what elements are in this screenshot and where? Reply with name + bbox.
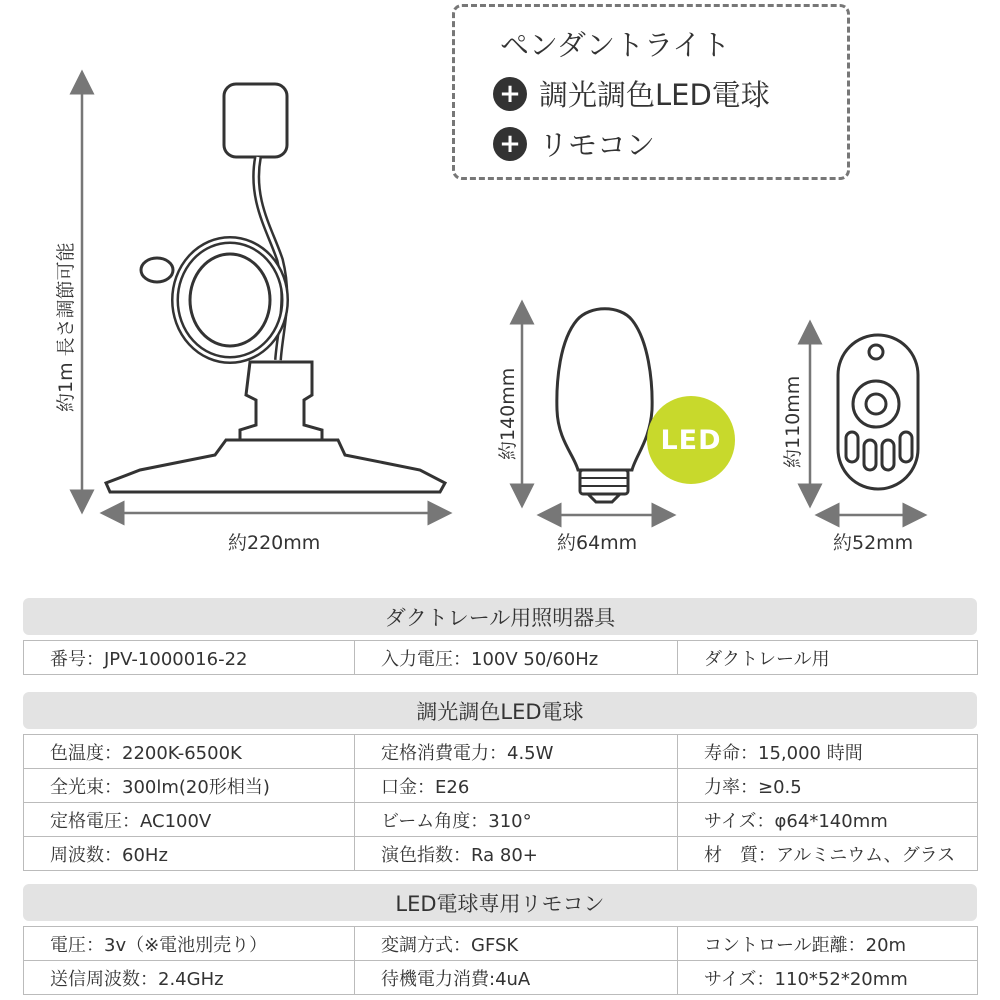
section-header-fixture: ダクトレール用照明器具 [23,598,977,635]
spec-cell: 入力電圧：100V 50/60Hz [355,641,678,675]
spec-cell: 変調方式：GFSK [355,927,678,961]
spec-cell: サイズ：φ64*140mm [678,803,978,837]
led-badge: LED [647,396,735,484]
spec-cell: 色温度：2200K-6500K [24,735,355,769]
contents-title: ペンダントライト [500,28,731,62]
spec-cell: 材 質：アルミニウム、グラス [678,837,978,871]
spec-cell: 寿命：15,000 時間 [678,735,978,769]
spec-cell: 定格電圧：AC100V [24,803,355,837]
spec-cell: コントロール距離：20m [678,927,978,961]
spec-cell: 全光束：300lm(20形相当) [24,769,355,803]
table-row [24,961,978,995]
remote-width-label: 約52mm [833,532,914,554]
spec-table-remote [23,926,978,995]
plus-icon: + [493,127,527,161]
spec-cell: 口金：E26 [355,769,678,803]
section-header-bulb: 調光調色LED電球 [23,692,977,729]
table-row [24,641,978,675]
pendant-width-label: 約220mm [228,532,321,554]
spec-cell: 力率：≥0.5 [678,769,978,803]
spec-cell: 送信周波数：2.4GHz [24,961,355,995]
remote-drawing [838,335,918,489]
spec-cell: 電圧：3v（※電池別売り） [24,927,355,961]
pendant-light-drawing [106,84,445,492]
spec-cell: 番号：JPV-1000016-22 [24,641,355,675]
spec-table-bulb [23,734,978,871]
table-row [24,735,978,769]
spec-cell: 待機電力消費:4uA [355,961,678,995]
table-row [24,837,978,871]
spec-cell: サイズ：110*52*20mm [678,961,978,995]
spec-cell: 周波数：60Hz [24,837,355,871]
plus-icon: + [493,77,527,111]
bulb-drawing [557,309,652,502]
remote-height-label: 約110mm [782,375,804,468]
bulb-width-label: 約64mm [557,532,638,554]
bulb-height-label: 約140mm [497,367,519,460]
spec-cell: ビーム角度：310° [355,803,678,837]
contents-item-label: 調光調色LED電球 [539,78,770,112]
spec-cell: 定格消費電力：4.5W [355,735,678,769]
section-header-remote: LED電球専用リモコン [23,884,977,921]
table-row [24,803,978,837]
contents-item-label: リモコン [539,128,656,162]
spec-cell: 演色指数：Ra 80+ [355,837,678,871]
spec-table-fixture [23,640,978,675]
table-row [24,927,978,961]
spec-cell: ダクトレール用 [678,641,978,675]
pendant-height-label: 約1m 長さ調節可能 [55,242,77,412]
table-row [24,769,978,803]
